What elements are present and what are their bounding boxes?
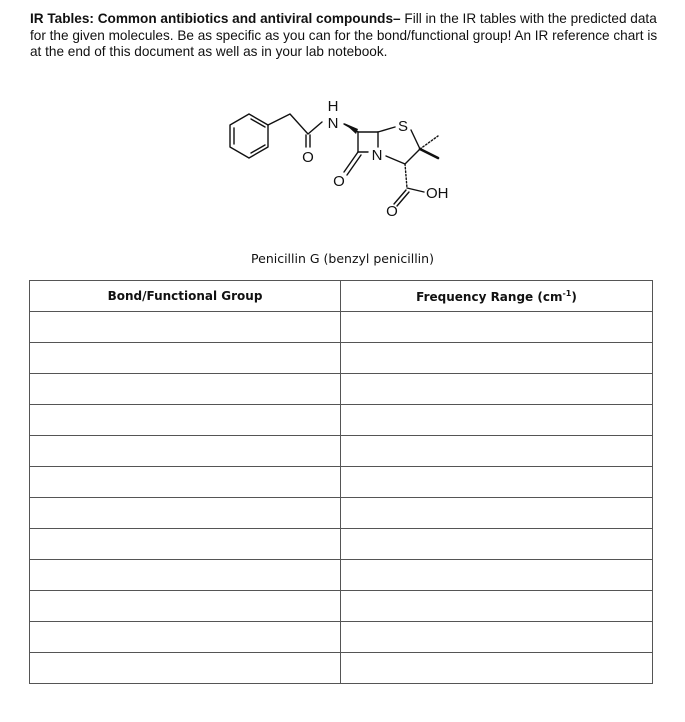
instructions-title: IR Tables: Common antibiotics and antiviral compounds– xyxy=(30,11,401,26)
frequency-range-cell[interactable] xyxy=(341,374,653,405)
table-row xyxy=(30,405,653,436)
atom-o-lactam: O xyxy=(333,173,345,190)
bond-functional-group-cell[interactable] xyxy=(30,529,341,560)
benzyl-chain xyxy=(268,114,322,134)
bond-functional-group-cell[interactable] xyxy=(30,467,341,498)
frequency-range-cell[interactable] xyxy=(341,436,653,467)
frequency-range-cell[interactable] xyxy=(341,622,653,653)
bond-functional-group-cell[interactable] xyxy=(30,591,341,622)
atom-o-carboxyl: O xyxy=(386,203,398,220)
table-row xyxy=(30,498,653,529)
benzene-ring xyxy=(230,114,268,158)
bond-functional-group-cell[interactable] xyxy=(30,374,341,405)
frequency-range-cell[interactable] xyxy=(341,529,653,560)
bond-functional-group-cell[interactable] xyxy=(30,498,341,529)
atom-oh: OH xyxy=(426,185,449,202)
table-row xyxy=(30,312,653,343)
thiazolidine-sc-bond xyxy=(411,130,420,149)
table-row xyxy=(30,622,653,653)
bond-functional-group-cell[interactable] xyxy=(30,312,341,343)
penicillin-g-svg xyxy=(220,92,470,224)
carboxyl-hashed-bond xyxy=(405,164,407,188)
thiazolidine-cc-bond xyxy=(405,149,420,164)
frequency-range-cell[interactable] xyxy=(341,467,653,498)
table-row xyxy=(30,560,653,591)
atom-n-ring: N xyxy=(371,147,383,164)
bond-functional-group-cell[interactable] xyxy=(30,622,341,653)
header-frequency-range: Frequency Range $(cm^{-1})$ xyxy=(341,281,653,312)
atom-n-amide: N xyxy=(327,115,339,132)
ir-table xyxy=(29,280,653,684)
table-row xyxy=(30,467,653,498)
thiazolidine-cn-bond xyxy=(386,156,405,164)
frequency-range-cell[interactable] xyxy=(341,498,653,529)
molecule-caption: Penicillin G (benzyl penicillin) xyxy=(251,251,434,266)
frequency-range-cell[interactable] xyxy=(341,653,653,684)
methyl-bold-bond xyxy=(420,149,438,158)
thiazolidine-cs-bond xyxy=(378,127,395,132)
frequency-range-cell[interactable] xyxy=(341,560,653,591)
table-row xyxy=(30,374,653,405)
atom-s: S xyxy=(397,118,409,135)
table-row xyxy=(30,653,653,684)
frequency-range-cell[interactable] xyxy=(341,343,653,374)
frequency-range-cell[interactable] xyxy=(341,312,653,343)
methyl-hashed-bond xyxy=(420,136,438,149)
bond-functional-group-cell[interactable] xyxy=(30,343,341,374)
penicillin-g-structure xyxy=(220,92,470,224)
instructions-text: Fill in the IR tables with the predicted data for the given molecules. Be as specific as you can for the bond/functional group! An IR reference chart is at the end of this document as well as in your lab notebook. xyxy=(30,11,658,59)
wedge-bond xyxy=(344,123,358,134)
bond-functional-group-cell[interactable] xyxy=(30,405,341,436)
table-row xyxy=(30,591,653,622)
frequency-range-cell[interactable] xyxy=(341,405,653,436)
instructions-paragraph xyxy=(30,11,670,61)
table-row xyxy=(30,436,653,467)
table-row xyxy=(30,529,653,560)
ir-table-header-row xyxy=(30,281,653,312)
ring-double-bond-3 xyxy=(251,145,265,153)
atom-o-amide: O xyxy=(302,149,314,166)
bond-functional-group-cell[interactable] xyxy=(30,653,341,684)
bond-functional-group-cell[interactable] xyxy=(30,560,341,591)
table-row xyxy=(30,343,653,374)
header-bond-functional-group: Bond/Functional Group xyxy=(30,281,341,312)
ring-double-bond-2 xyxy=(251,119,265,127)
frequency-range-cell[interactable] xyxy=(341,591,653,622)
carboxyl-oh-bond xyxy=(407,188,424,192)
atom-h: H xyxy=(327,98,339,115)
bond-functional-group-cell[interactable] xyxy=(30,436,341,467)
